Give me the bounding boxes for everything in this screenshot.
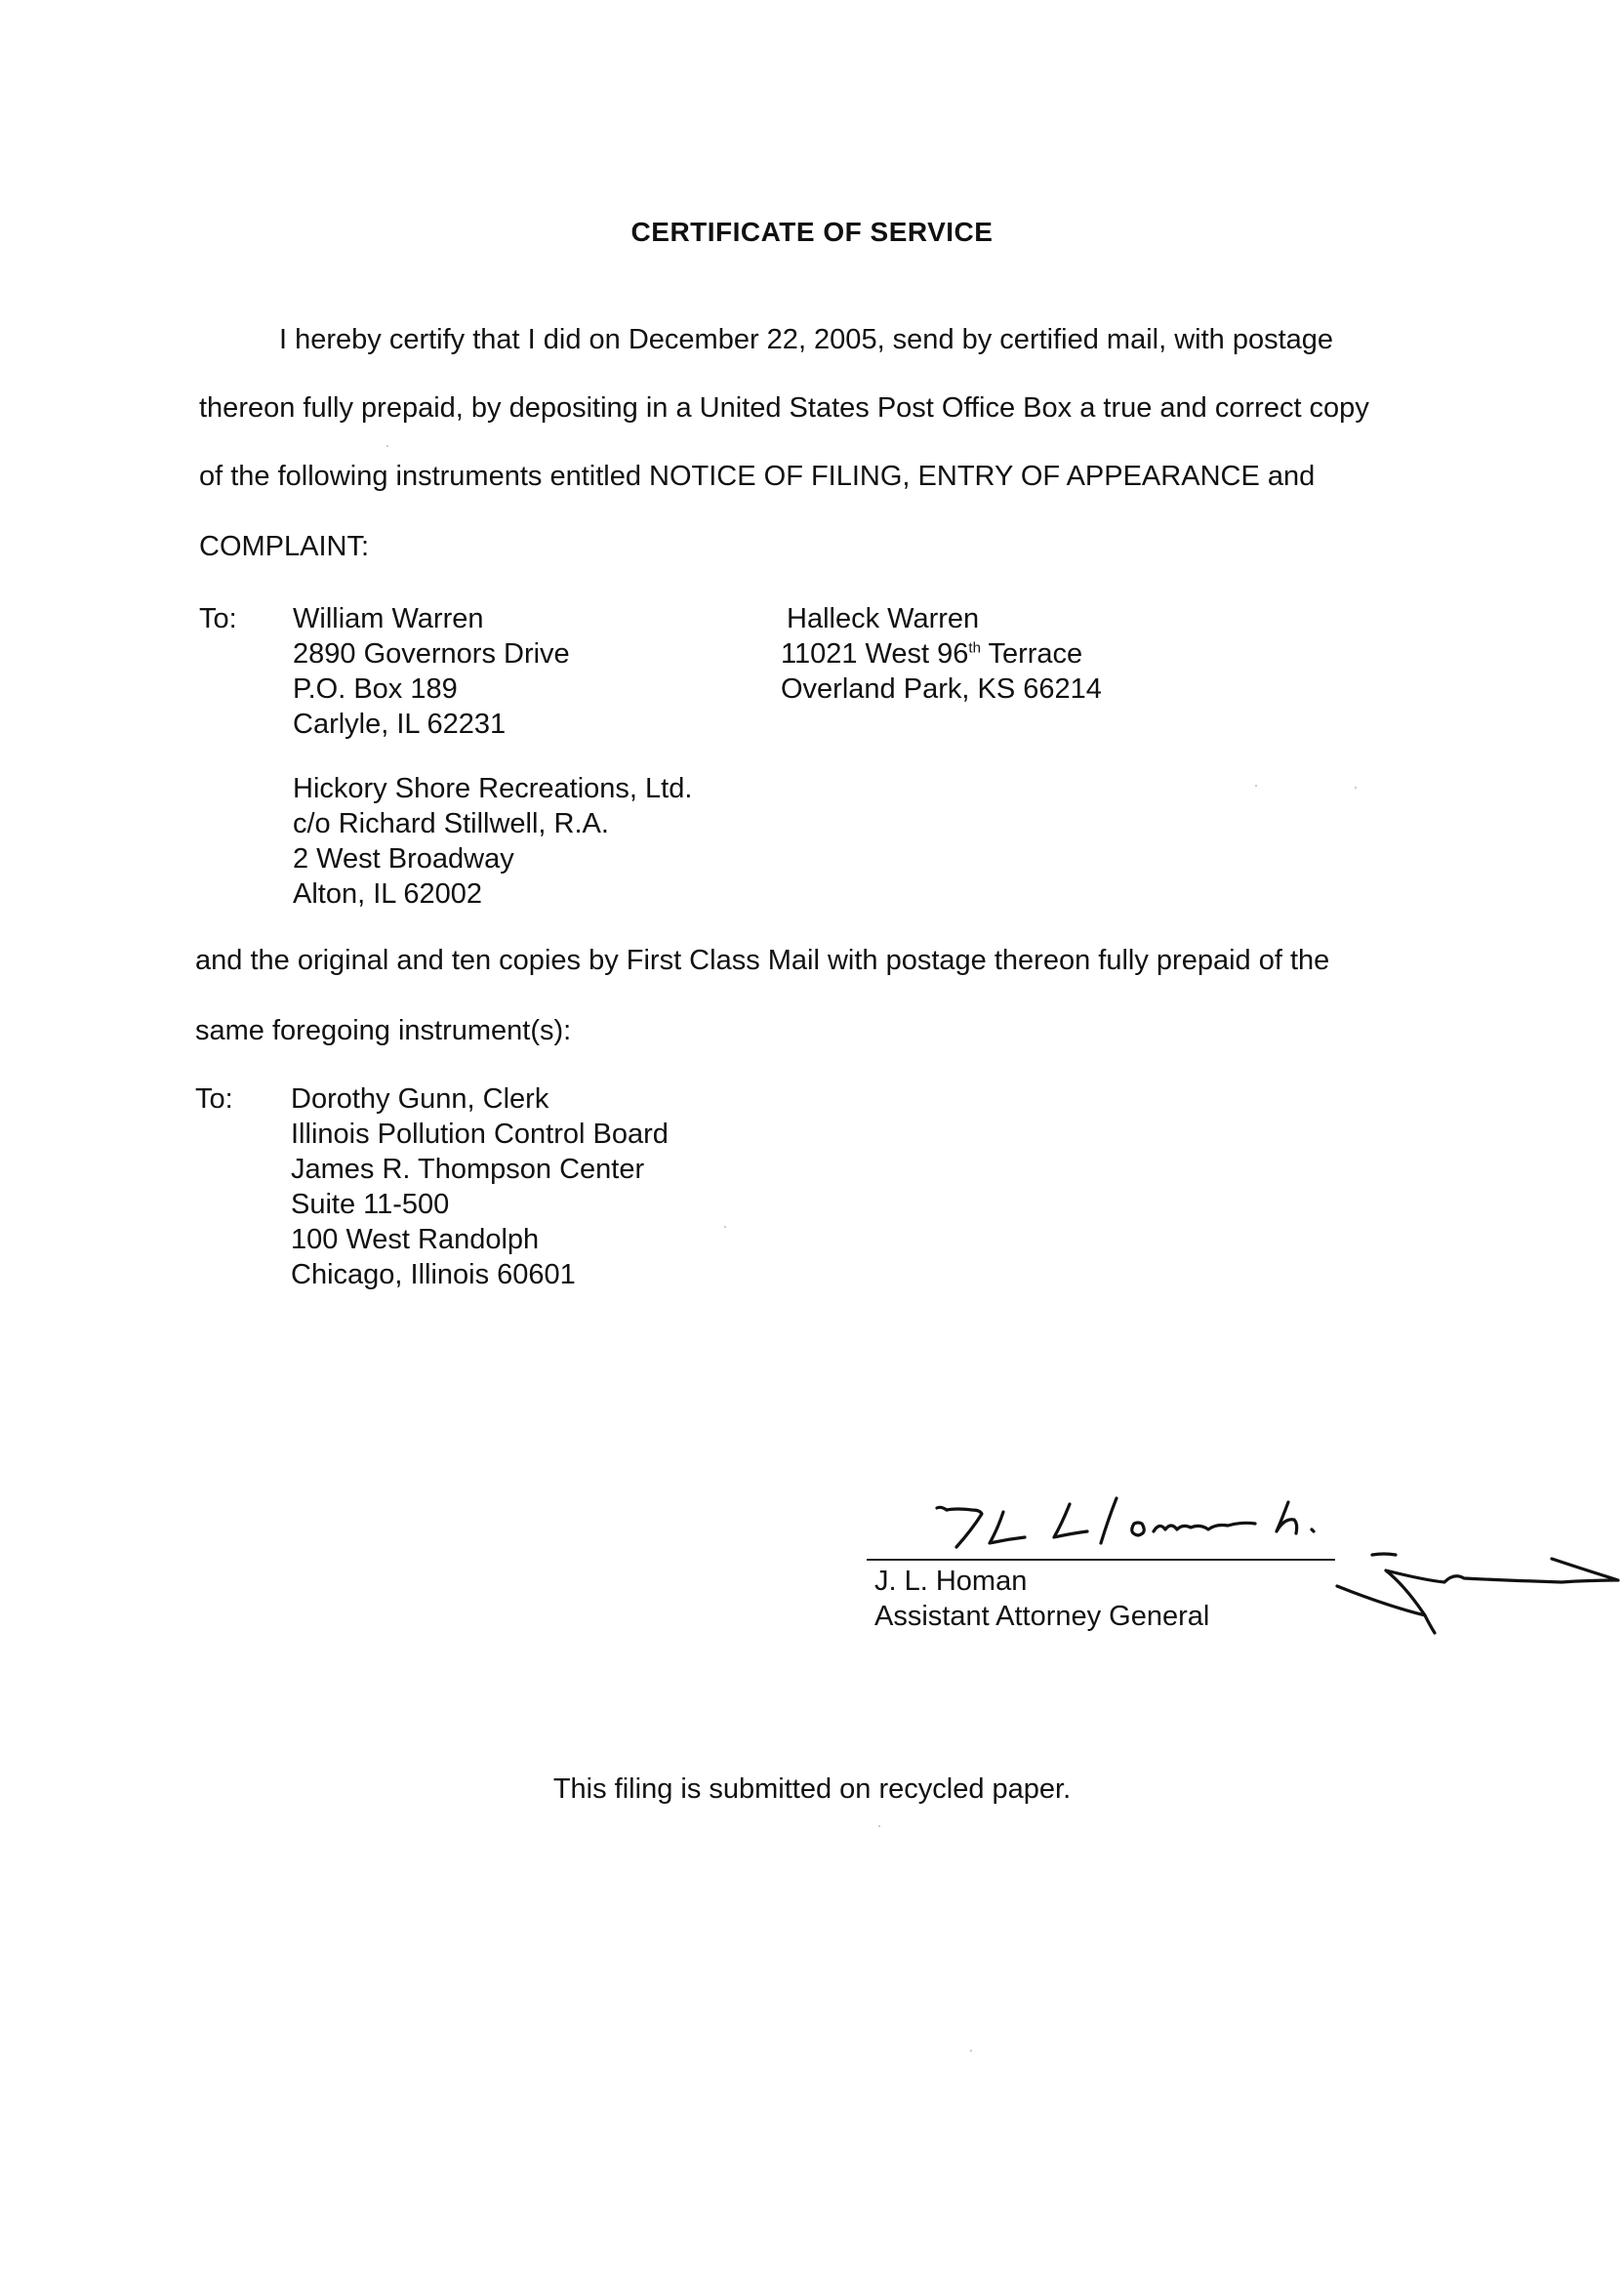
to-label: To: — [195, 1083, 233, 1115]
address-line: Hickory Shore Recreations, Ltd. — [293, 773, 693, 804]
to-label: To: — [199, 603, 237, 634]
signature-line — [867, 1559, 1335, 1561]
paragraph-line-2: thereon fully prepaid, by depositing in a United States Post Office Box a true and correct copy — [199, 392, 1369, 424]
second-paragraph-line-2: same foregoing instrument(s): — [195, 1015, 572, 1046]
address-clerk — [291, 1081, 669, 1292]
signer-name: J. L. Homan — [874, 1566, 1028, 1597]
signer-block — [874, 1564, 1209, 1634]
ordinal-suffix: th — [968, 639, 981, 657]
scan-speck — [386, 445, 388, 447]
second-paragraph-line-1: and the original and ten copies by First Class Mail with postage thereon fully prepaid of the — [195, 945, 1330, 976]
address-line: 2 West Broadway — [293, 843, 514, 875]
address-line: Chicago, Illinois 60601 — [291, 1259, 576, 1290]
address-line: James R. Thompson Center — [291, 1154, 645, 1185]
scan-speck — [1255, 785, 1257, 787]
address-line: Carlyle, IL 62231 — [293, 709, 507, 740]
scan-speck — [724, 1226, 726, 1228]
scan-speck — [970, 2050, 972, 2052]
address-line: Illinois Pollution Control Board — [291, 1119, 669, 1150]
address-line: William Warren — [293, 603, 484, 634]
address-line — [781, 636, 1102, 672]
address-line: c/o Richard Stillwell, R.A. — [293, 808, 609, 839]
recycled-paper-note: This filing is submitted on recycled paper. — [552, 1773, 1072, 1805]
address-william-warren — [293, 601, 570, 742]
paragraph-line-4: COMPLAINT: — [199, 531, 370, 562]
paragraph-line-3: of the following instruments entitled NOTICE OF FILING, ENTRY OF APPEARANCE and — [199, 461, 1316, 492]
document-title: CERTIFICATE OF SERVICE — [630, 217, 994, 247]
signer-title: Assistant Attorney General — [874, 1601, 1210, 1632]
address-line: Halleck Warren — [787, 603, 980, 634]
address-line: 100 West Randolph — [291, 1224, 540, 1255]
address-line: 2890 Governors Drive — [293, 638, 570, 670]
address-line: Overland Park, KS 66214 — [781, 673, 1102, 705]
scan-speck — [1355, 787, 1357, 789]
address-line: Alton, IL 62002 — [293, 878, 483, 910]
street-suffix: Terrace — [980, 638, 1083, 670]
address-halleck-warren — [781, 601, 1102, 707]
street-number: 11021 West 96 — [781, 638, 969, 670]
address-line: Suite 11-500 — [291, 1189, 450, 1220]
address-line: P.O. Box 189 — [293, 673, 458, 705]
address-line: Dorothy Gunn, Clerk — [291, 1083, 549, 1115]
address-hickory-shore — [293, 771, 692, 912]
scan-speck — [878, 1825, 880, 1827]
paragraph-line-1: I hereby certify that I did on December 22, 2005, send by certified mail, with postage — [279, 324, 1334, 355]
